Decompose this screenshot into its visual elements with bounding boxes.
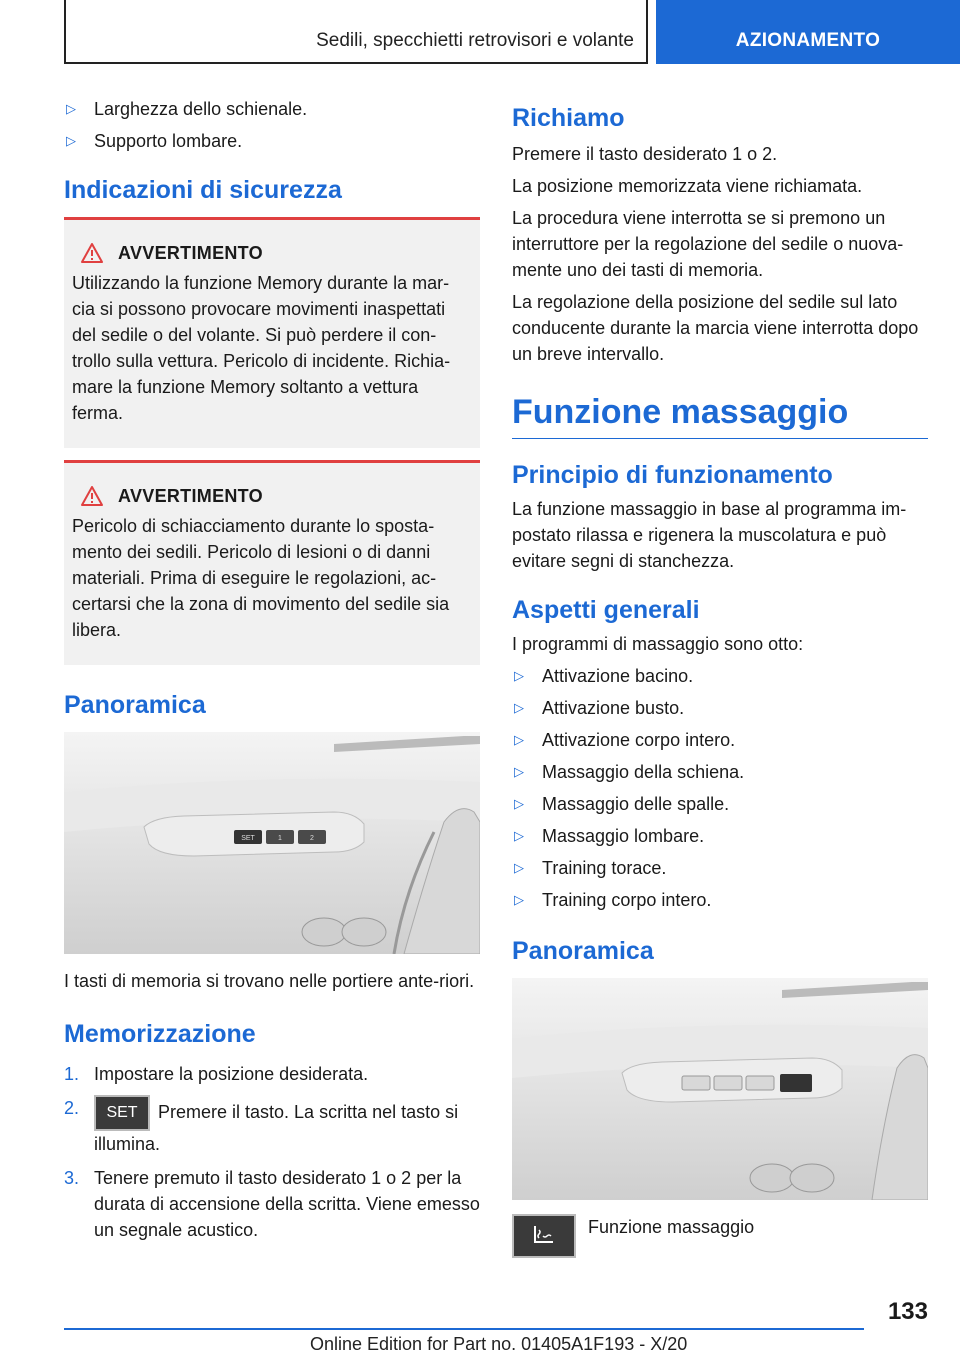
- triangle-bullet-icon: ▷: [66, 101, 76, 116]
- overview-heading: Panoramica: [64, 691, 206, 719]
- triangle-bullet-icon: ▷: [514, 860, 524, 875]
- massage-seat-icon: [512, 1214, 576, 1258]
- warning-triangle-icon: [72, 242, 112, 264]
- triangle-bullet-icon: ▷: [514, 796, 524, 811]
- right-column: [512, 96, 928, 1258]
- door-button-label: 1: [278, 835, 282, 842]
- recall-paragraph: La regolazione della posizione del sedile sul lato conducente durante la marcia viene interrotta dopo un breve intervallo.: [512, 292, 919, 364]
- warning-text: Utilizzando la funzione Memory durante la mar-cia si possono provocare movimenti inaspettati del sedile o del volante. Si può perdere il con-trollo sulla vettura. Pericolo di incidente. Richia-mare la funzione Memory soltanto a vettura ferma.: [72, 273, 451, 423]
- triangle-bullet-icon: ▷: [514, 828, 524, 843]
- list-item: ▷ Attivazione busto.: [512, 695, 928, 721]
- list-item: ▷ Larghezza dello schienale.: [64, 96, 480, 122]
- list-item: 2. SET Premere il tasto. La scritta nel tasto si illumina.: [64, 1095, 480, 1157]
- triangle-bullet-icon: ▷: [514, 892, 524, 907]
- warning-box: [64, 220, 480, 448]
- recall-paragraph: Premere il tasto desiderato 1 o 2.: [512, 144, 778, 164]
- warning-triangle-icon: [72, 485, 112, 507]
- store-heading: Memorizzazione: [64, 1020, 256, 1048]
- footer-divider: [64, 1328, 864, 1330]
- safety-heading: Indicazioni di sicurezza: [64, 176, 342, 204]
- principle-text: La funzione massaggio in base al programma im-postato rilassa e rigenera la muscolatura e può evitare segni di stanchezza.: [512, 499, 907, 571]
- recall-paragraph: La procedura viene interrotta se si premono un interruttore per la regolazione del sedile o nuova-mente uno dei tasti di memoria.: [512, 208, 904, 280]
- list-item: ▷ Training torace.: [512, 855, 928, 881]
- left-column: [64, 96, 480, 1251]
- door-button-label: SET: [241, 835, 255, 842]
- general-text: I programmi di massaggio sono otto:: [512, 634, 804, 654]
- door-button-label: 2: [310, 835, 314, 842]
- list-item: ▷ Attivazione corpo intero.: [512, 727, 928, 753]
- warning-text: Pericolo di schiacciamento durante lo sposta-mento dei sedili. Pericolo di lesioni o di danni materiali. Prima di eseguire le regolazioni, ac-certarsi che la zona di movimento del sedile sia libera.: [72, 516, 450, 640]
- triangle-bullet-icon: ▷: [66, 133, 76, 148]
- warning-box: [64, 463, 480, 665]
- chapter-title: Sedili, specchietti retrovisori e volante: [316, 30, 634, 51]
- door-panel-image: [64, 732, 480, 954]
- massage-label: Funzione massaggio: [588, 1217, 755, 1237]
- triangle-bullet-icon: ▷: [514, 764, 524, 779]
- overview-caption: I tasti di memoria si trovano nelle portiere ante-riori.: [64, 971, 475, 991]
- header-chapter-box: [64, 0, 648, 64]
- triangle-bullet-icon: ▷: [514, 732, 524, 747]
- list-item: ▷ Supporto lombare.: [64, 128, 480, 154]
- list-item: ▷ Training corpo intero.: [512, 887, 928, 913]
- recall-heading: Richiamo: [512, 104, 625, 132]
- list-item: 1. Impostare la posizione desiderata.: [64, 1064, 369, 1084]
- triangle-bullet-icon: ▷: [514, 700, 524, 715]
- section-tab[interactable]: [656, 0, 960, 64]
- massage-heading: Funzione massaggio: [512, 393, 928, 439]
- section-tab-label: AZIONAMENTO: [735, 30, 881, 51]
- edition-text: Online Edition for Part no. 01405A1F193 - X/20: [310, 1334, 688, 1354]
- list-item: ▷ Massaggio delle spalle.: [512, 791, 928, 817]
- triangle-bullet-icon: ▷: [514, 668, 524, 683]
- massage-legend: [512, 1214, 928, 1258]
- page-number: 133: [887, 1298, 928, 1325]
- recall-paragraph: La posizione memorizzata viene richiamata.: [512, 176, 863, 196]
- list-item: 3. Tenere premuto il tasto desiderato 1 o 2 per la durata di accensione della scritta. Viene emesso un segnale acustico.: [64, 1168, 480, 1240]
- warning-title: AVVERTIMENTO: [118, 485, 263, 506]
- list-item: ▷ Massaggio della schiena.: [512, 759, 928, 785]
- massage-panel-image: [512, 978, 928, 1200]
- set-button-icon: SET: [94, 1095, 150, 1131]
- general-heading: Aspetti generali: [512, 596, 700, 624]
- list-item: ▷ Attivazione bacino.: [512, 663, 928, 689]
- massage-overview-heading: Panoramica: [512, 937, 654, 965]
- principle-heading: Principio di funzionamento: [512, 461, 833, 489]
- warning-title: AVVERTIMENTO: [118, 242, 263, 263]
- list-item: ▷ Massaggio lombare.: [512, 823, 928, 849]
